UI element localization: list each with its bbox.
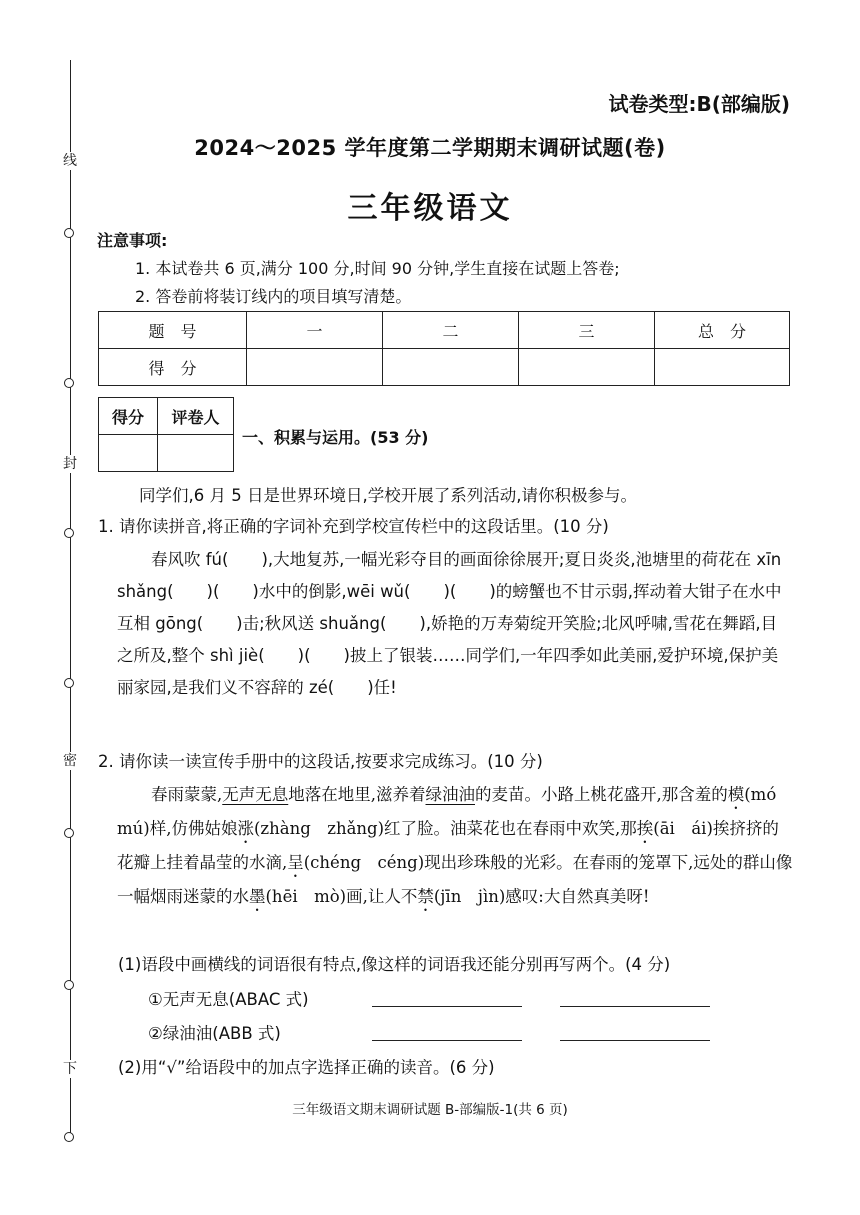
score-cell[interactable] [247, 349, 383, 386]
sub1-item-abb: ②绿油油(ABB 式) [148, 1024, 281, 1043]
answer-line[interactable] [372, 1040, 522, 1041]
grader-table [98, 397, 234, 472]
page-footer: 三年级语文期末调研试题 B-部编版-1(共 6 页) [292, 1102, 568, 1118]
question-1-prompt: 1. 请你读拼音,将正确的字词补充到学校宣传栏中的这段话里。(10 分) [98, 517, 609, 536]
score-cell[interactable] [655, 349, 790, 386]
underlined-word: 绿油油 [425, 785, 475, 804]
score-table-header: 题 号 [99, 312, 247, 349]
binding-circle [64, 678, 74, 688]
dotted-char: 挨 [636, 819, 654, 838]
underlined-word: 无声无息 [222, 785, 289, 804]
notice-item: 2. 答卷前将装订线内的项目填写清楚。 [135, 287, 412, 306]
notice-item: 1. 本试卷共 6 页,满分 100 分,时间 90 分钟,学生直接在试题上答卷; [135, 259, 620, 278]
binding-char-mi: 密 [58, 752, 82, 770]
grader-score-label: 得分 [99, 398, 158, 435]
score-table-header: 一 [247, 312, 383, 349]
sub1-item-abac: ①无声无息(ABAC 式) [148, 990, 309, 1009]
score-row-label: 得 分 [99, 349, 247, 386]
binding-circle [64, 828, 74, 838]
binding-circle [64, 980, 74, 990]
dotted-char: 呈 [287, 853, 304, 872]
exam-title: 2024～2025 学年度第二学期期末调研试题(卷) [194, 136, 666, 160]
question-2-prompt: 2. 请你读一读宣传手册中的这段话,按要求完成练习。(10 分) [98, 752, 543, 771]
section-intro: 同学们,6 月 5 日是世界环境日,学校开展了系列活动,请你积极参与。 [139, 486, 637, 505]
grader-name-cell[interactable] [158, 435, 234, 472]
grader-score-cell[interactable] [99, 435, 158, 472]
answer-line[interactable] [372, 1006, 522, 1007]
question-2-sub1: (1)语段中画横线的词语很有特点,像这样的词语我还能分别再写两个。(4 分) [118, 955, 671, 974]
paper-type-label: 试卷类型:B(部编版) [608, 92, 790, 116]
score-cell[interactable] [383, 349, 519, 386]
score-table-header: 二 [383, 312, 519, 349]
question-2-passage: 春雨蒙蒙,无声无息地落在地里,滋养着绿油油的麦苗。小路上桃花盛开,那含羞的模(mó mú)样,仿佛姑娘涨(zhàng zhǎng)红了脸。油菜花也在春雨中欢笑,那挨(āi ái)挨挤挤的花瓣上挂着晶莹的水滴,呈(chéng céng)现出珍珠般的光彩。在春雨的笼罩下,远处的群山像一幅烟雨迷蒙的水墨(hēi mò)画,让人不禁(jīn jìn)感叹:大自然真美呀! [117, 785, 793, 906]
binding-char-xian: 线 [58, 152, 82, 170]
binding-char-xia: 下 [58, 1060, 82, 1078]
score-cell[interactable] [519, 349, 655, 386]
subject-title: 三年级语文 [347, 191, 513, 226]
binding-circle [64, 528, 74, 538]
binding-circle [64, 1132, 74, 1142]
dotted-char: 模 [727, 785, 745, 804]
dotted-char: 涨 [237, 819, 254, 838]
grader-name-label: 评卷人 [158, 398, 234, 435]
binding-circle [64, 228, 74, 238]
score-table-header: 三 [519, 312, 655, 349]
binding-char-feng: 封 [58, 455, 82, 473]
notice-heading: 注意事项: [97, 231, 168, 250]
answer-line[interactable] [560, 1006, 710, 1007]
binding-circle [64, 378, 74, 388]
section-title: 一、积累与运用。(53 分) [242, 428, 429, 447]
dotted-char: 禁 [417, 887, 434, 906]
dotted-char: 墨 [249, 887, 266, 906]
question-2-sub2: (2)用“√”给语段中的加点字选择正确的读音。(6 分) [118, 1058, 495, 1077]
answer-line[interactable] [560, 1040, 710, 1041]
score-table-header: 总 分 [655, 312, 790, 349]
question-1-passage: 春风吹 fú( ),大地复苏,一幅光彩夺目的画面徐徐展开;夏日炎炎,池塘里的荷花在 xīn shǎng( )( )水中的倒影,wēi wǔ( )( )的螃蟹也不甘示弱,挥动着大钳子在水中互相 gōng( )击;秋风送 shuǎng( ),娇艳的万寿菊绽开笑脸;北风呼啸,雪花在舞蹈,目之所及,整个 shì jiè( )( )披上了银装……同学们,一年四季如此美丽,爱护环境,保护美丽家园,是我们义不容辞的 zé( )任! [117, 550, 782, 697]
score-table [98, 311, 790, 386]
